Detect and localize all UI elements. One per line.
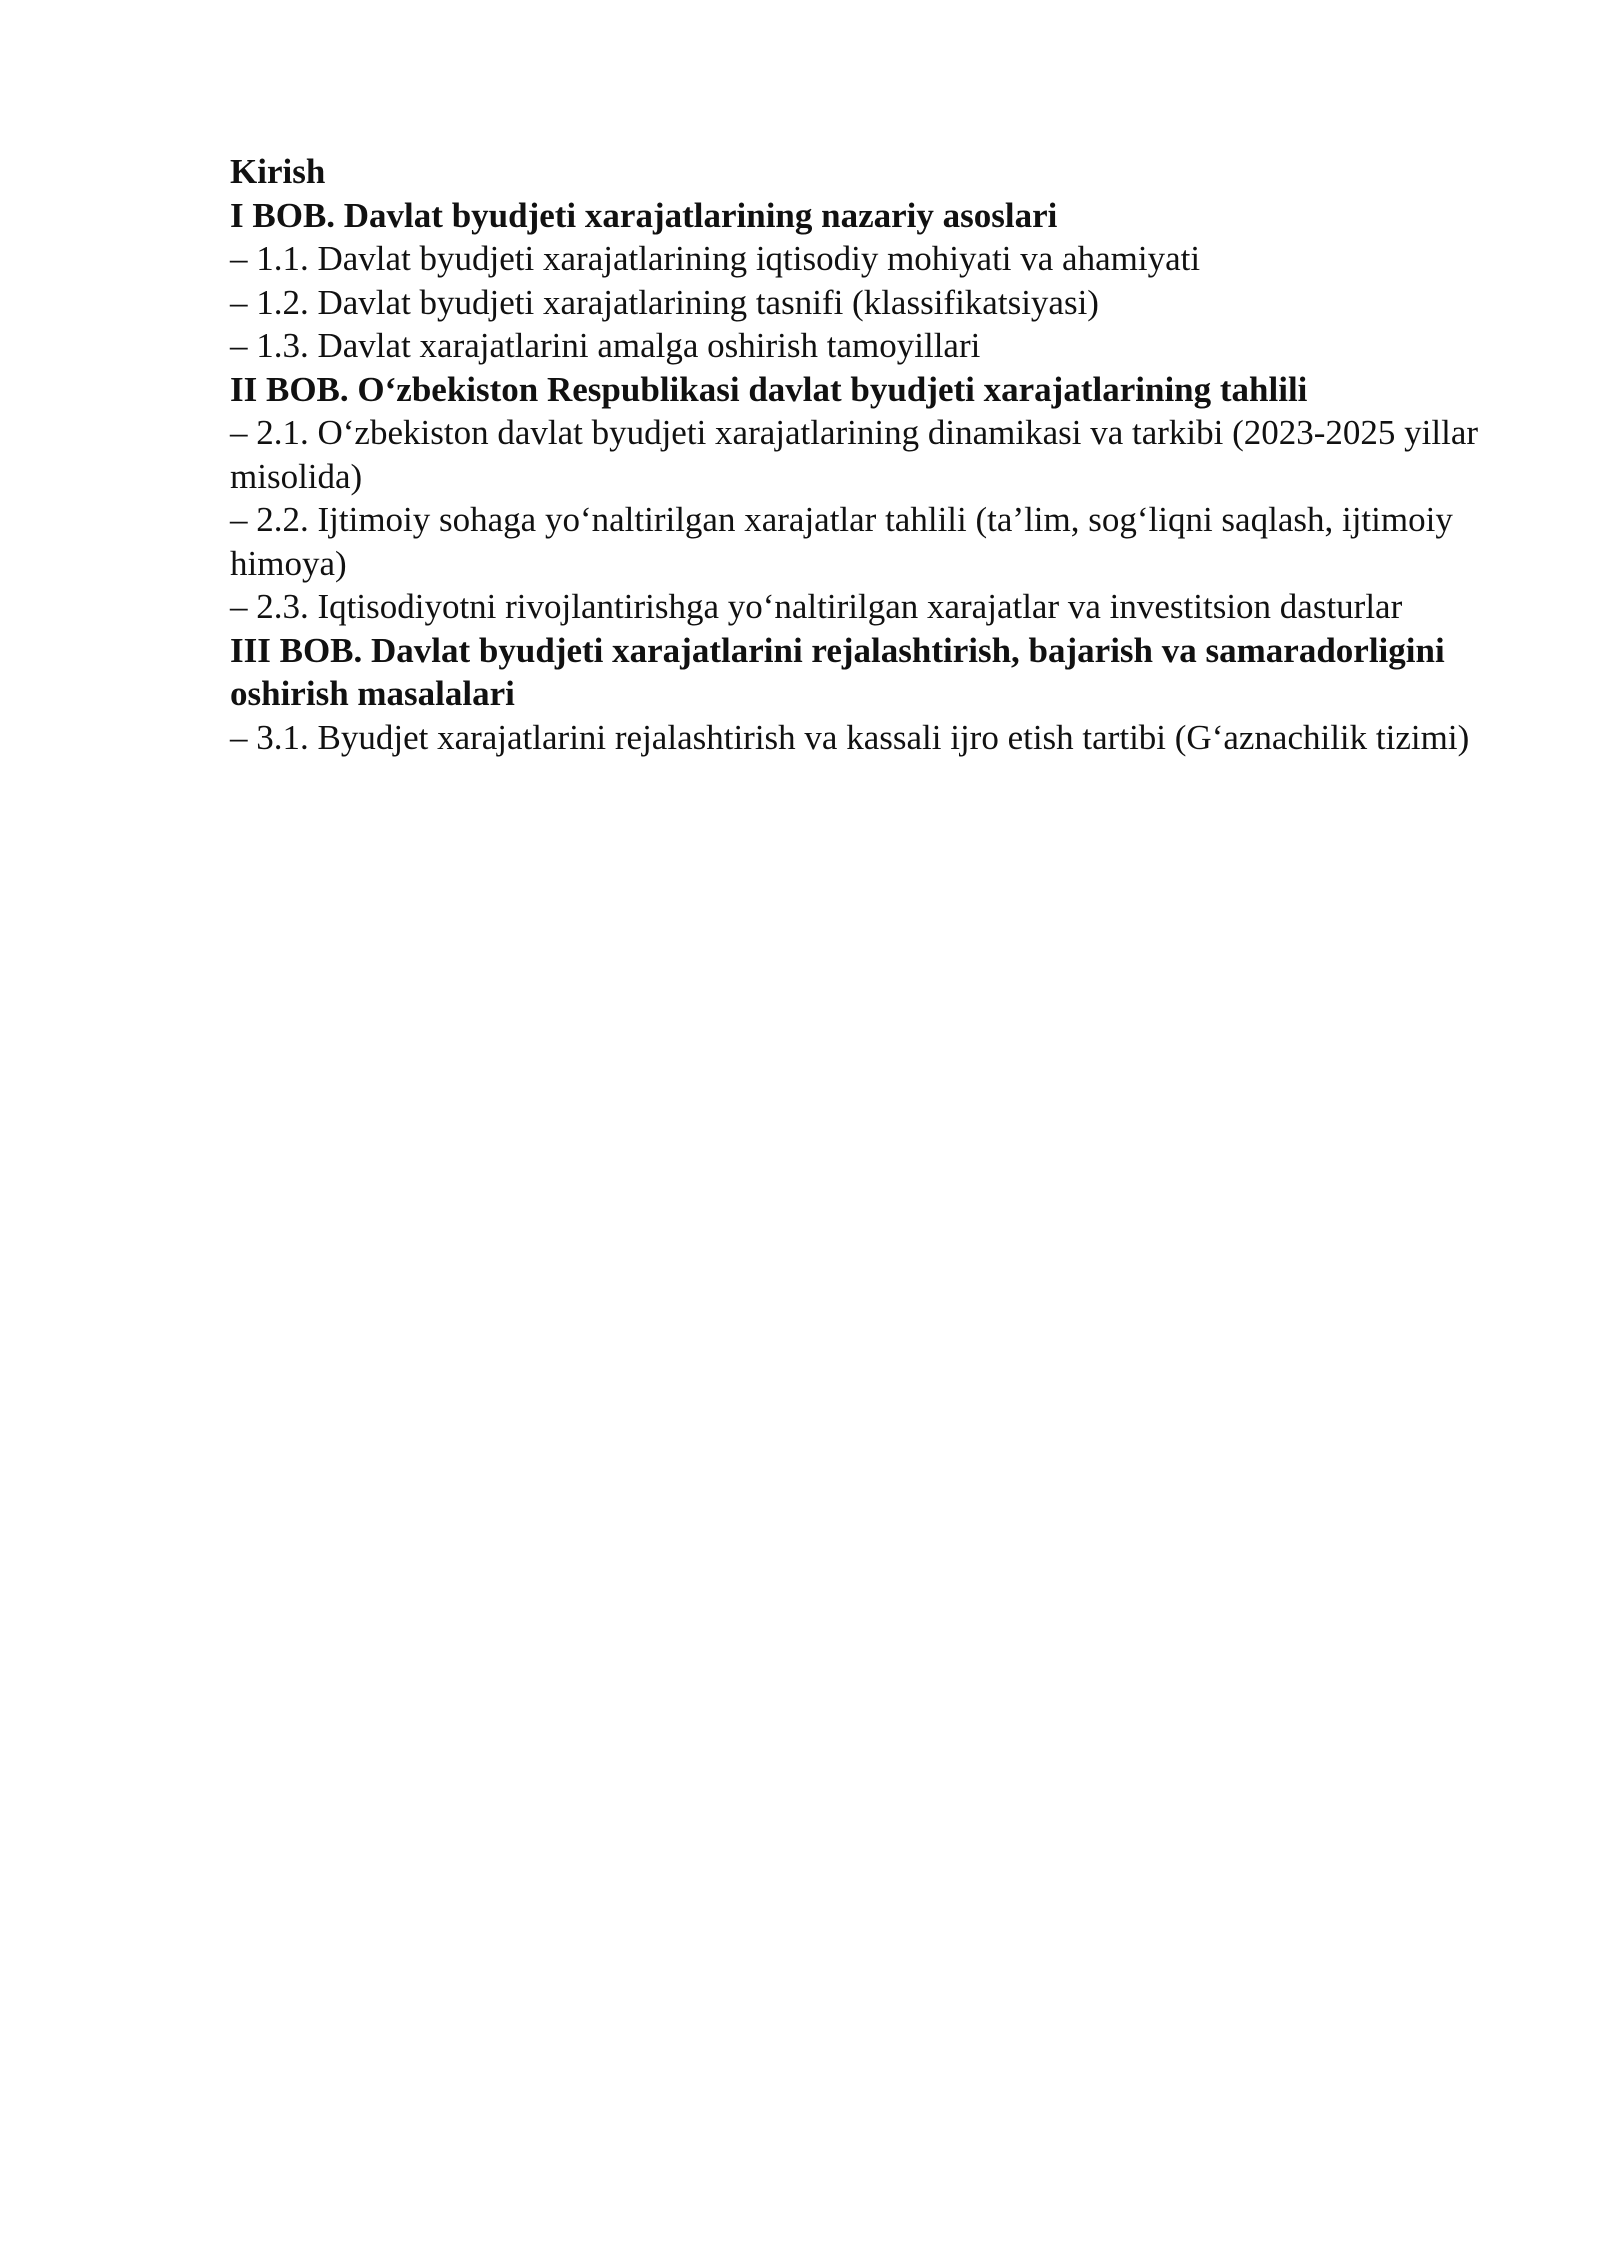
toc-item-2-2: – 2.2. Ijtimoiy sohaga yo‘naltirilgan xarajatlar tahlili (ta’lim, sog‘liqni saqlash, ijtimoiy himoya) bbox=[230, 500, 1453, 583]
chapter-2-heading: II BOB. O‘zbekiston Respublikasi davlat byudjeti xarajatlarining tahlili bbox=[230, 369, 1308, 409]
toc-item-3-1: – 3.1. Byudjet xarajatlarini rejalashtirish va kassali ijro etish tartibi (G‘aznachilik tizimi) bbox=[230, 717, 1470, 757]
intro-heading: Kirish bbox=[230, 152, 326, 191]
toc-item-1-2: – 1.2. Davlat byudjeti xarajatlarining tasnifi (klassifikatsiyasi) bbox=[230, 282, 1099, 322]
toc-item-2-1: – 2.1. O‘zbekiston davlat byudjeti xarajatlarining dinamikasi va tarkibi (2023-2025 yillar misolida) bbox=[230, 413, 1479, 496]
chapter-1-heading: I BOB. Davlat byudjeti xarajatlarining nazariy asoslari bbox=[230, 195, 1058, 235]
chapter-3-heading: III BOB. Davlat byudjeti xarajatlarini rejalashtirish, bajarish va samaradorligini oshirish masalalari bbox=[230, 630, 1445, 713]
toc-item-1-3: – 1.3. Davlat xarajatlarini amalga oshirish tamoyillari bbox=[230, 326, 981, 365]
table-of-contents bbox=[230, 150, 1520, 759]
toc-item-2-3: – 2.3. Iqtisodiyotni rivojlantirishga yo‘naltirilgan xarajatlar va investitsion dasturlar bbox=[230, 587, 1403, 626]
toc-item-1-1: – 1.1. Davlat byudjeti xarajatlarining iqtisodiy mohiyati va ahamiyati bbox=[230, 239, 1201, 278]
